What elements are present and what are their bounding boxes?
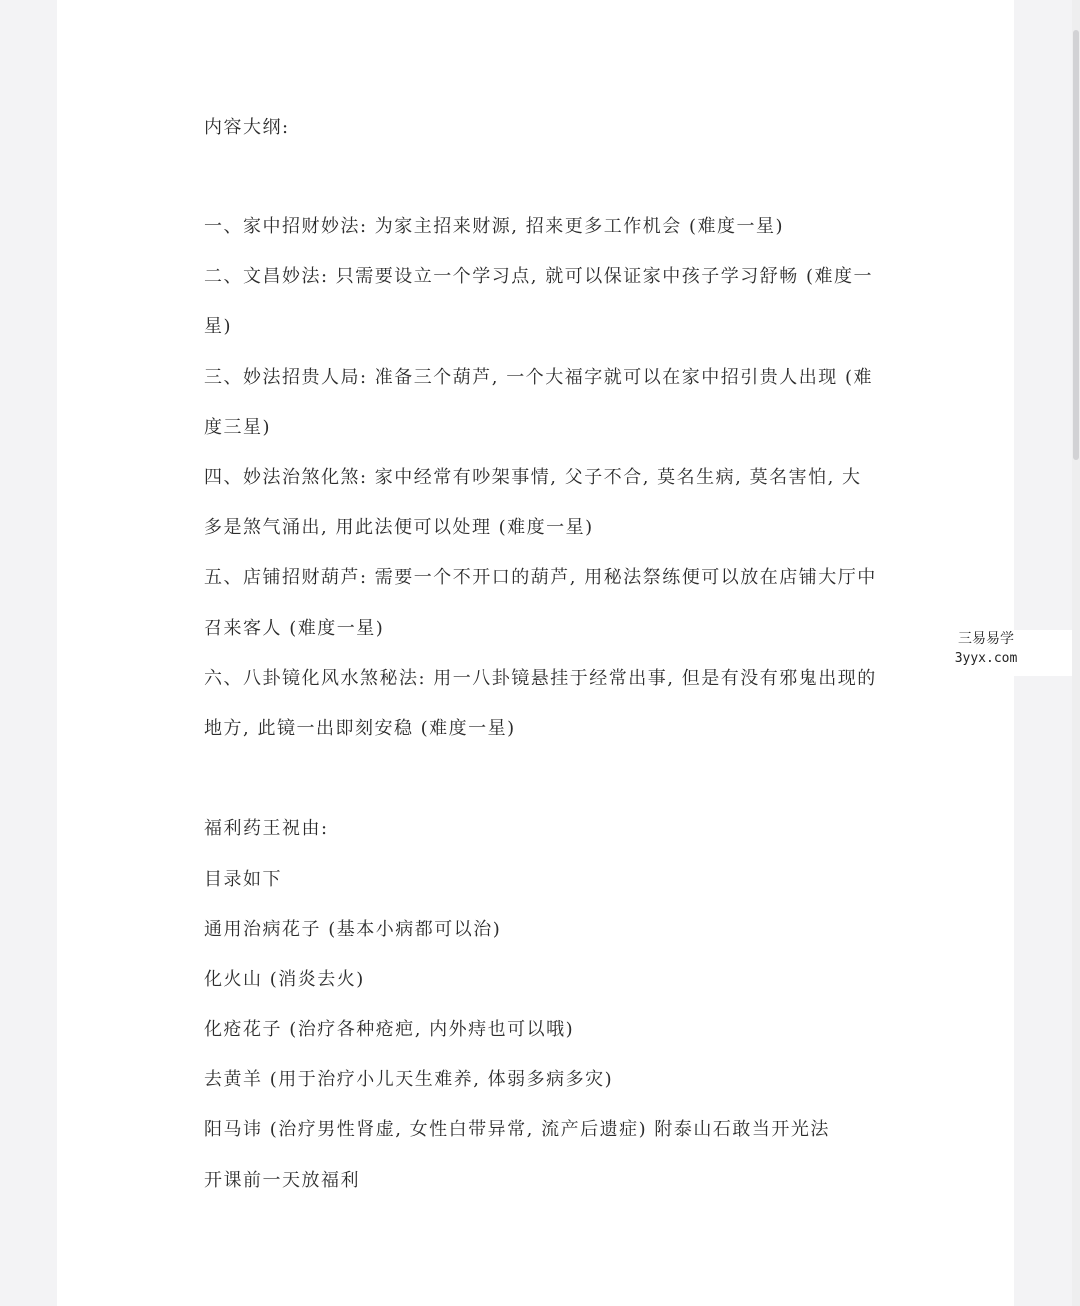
outline-item-3-cont: 度三星) — [204, 417, 272, 438]
outline-item-2-cont: 星) — [204, 316, 233, 337]
outline-item-3: 三、妙法招贵人局: 准备三个葫芦, 一个大福字就可以在家中招引贵人出现 (难 — [204, 367, 873, 388]
bonus-item-2: 化火山 (消炎去火) — [204, 969, 365, 990]
outline-item-4: 四、妙法治煞化煞: 家中经常有吵架事情, 父子不合, 莫名生病, 莫名害怕, 大 — [204, 467, 862, 488]
bonus-item-6: 开课前一天放福利 — [204, 1170, 360, 1191]
bonus-item-3: 化疮花子 (治疗各种疮疤, 内外痔也可以哦) — [204, 1019, 575, 1040]
bonus-item-5: 阳马讳 (治疗男性肾虚, 女性白带异常, 流产后遗症) 附泰山石敢当开光法 — [204, 1119, 830, 1140]
outline-item-4-cont: 多是煞气涌出, 用此法便可以处理 (难度一星) — [204, 517, 594, 538]
outline-item-6: 六、八卦镜化风水煞秘法: 用一八卦镜悬挂于经常出事, 但是有没有邪鬼出现的 — [204, 668, 877, 689]
outline-item-6-cont: 地方, 此镜一出即刻安稳 (难度一星) — [204, 718, 516, 739]
outline-item-2: 二、文昌妙法: 只需要设立一个学习点, 就可以保证家中孩子学习舒畅 (难度一 — [204, 266, 873, 287]
outline-heading: 内容大纲: — [204, 117, 290, 138]
document-page — [57, 0, 1014, 1306]
outline-item-5: 五、店铺招财葫芦: 需要一个不开口的葫芦, 用秘法祭练便可以放在店铺大厅中 — [204, 567, 877, 588]
bonus-heading: 福利药王祝由: — [204, 818, 329, 839]
outline-item-5-cont: 召来客人 (难度一星) — [204, 618, 385, 639]
scrollbar-thumb[interactable] — [1073, 30, 1079, 460]
bonus-item-1: 通用治病花子 (基本小病都可以治) — [204, 919, 502, 940]
watermark-site-name: 三易易学 — [958, 631, 1014, 647]
watermark-site-url: 3yyx.com — [954, 651, 1018, 666]
bonus-item-4: 去黄羊 (用于治疗小儿天生难养, 体弱多病多灾) — [204, 1069, 614, 1090]
scrollbar-track[interactable] — [1072, 0, 1080, 1306]
site-watermark — [900, 630, 1072, 676]
outline-item-1: 一、家中招财妙法: 为家主招来财源, 招来更多工作机会 (难度一星) — [204, 216, 784, 237]
bonus-subheading: 目录如下 — [204, 869, 282, 890]
